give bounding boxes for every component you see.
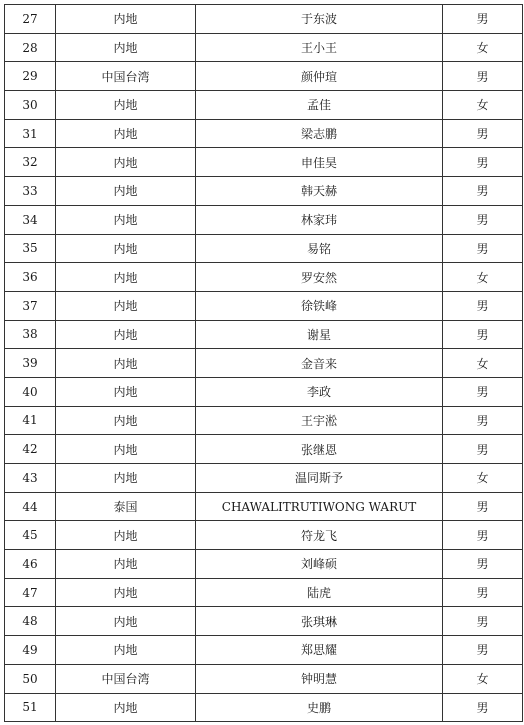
name-cell: 史鹏	[196, 693, 443, 722]
region-cell: 内地	[56, 205, 196, 234]
region-cell: 内地	[56, 578, 196, 607]
region-cell: 内地	[56, 148, 196, 177]
gender-cell: 男	[443, 377, 523, 406]
row-number-cell: 40	[5, 377, 56, 406]
table-row	[5, 5, 523, 34]
gender-cell: 男	[443, 205, 523, 234]
name-cell: 郑思耀	[196, 636, 443, 665]
row-number-cell: 28	[5, 33, 56, 62]
gender-cell: 男	[443, 406, 523, 435]
gender-cell: 男	[443, 578, 523, 607]
name-cell: 林家玮	[196, 205, 443, 234]
gender-cell: 男	[443, 492, 523, 521]
table-row	[5, 492, 523, 521]
gender-cell: 男	[443, 320, 523, 349]
gender-cell: 男	[443, 291, 523, 320]
table-row	[5, 349, 523, 378]
name-cell: 刘峰硕	[196, 550, 443, 579]
name-cell: 王宇淞	[196, 406, 443, 435]
table-row	[5, 148, 523, 177]
row-number-cell: 31	[5, 119, 56, 148]
row-number-cell: 32	[5, 148, 56, 177]
table-row	[5, 521, 523, 550]
gender-cell: 女	[443, 91, 523, 120]
table-row	[5, 578, 523, 607]
table-row	[5, 205, 523, 234]
table-row	[5, 464, 523, 493]
row-number-cell: 37	[5, 291, 56, 320]
table-row	[5, 406, 523, 435]
name-cell: 金音来	[196, 349, 443, 378]
name-cell: CHAWALITRUTIWONG WARUT	[196, 492, 443, 521]
name-cell: 易铭	[196, 234, 443, 263]
row-number-cell: 50	[5, 664, 56, 693]
name-cell: 梁志鹏	[196, 119, 443, 148]
roster-body	[5, 5, 523, 722]
region-cell: 内地	[56, 521, 196, 550]
gender-cell: 女	[443, 263, 523, 292]
name-cell: 符龙飞	[196, 521, 443, 550]
region-cell: 内地	[56, 693, 196, 722]
row-number-cell: 51	[5, 693, 56, 722]
name-cell: 张继恩	[196, 435, 443, 464]
table-row	[5, 550, 523, 579]
region-cell: 中国台湾	[56, 62, 196, 91]
row-number-cell: 27	[5, 5, 56, 34]
region-cell: 内地	[56, 119, 196, 148]
gender-cell: 男	[443, 62, 523, 91]
gender-cell: 男	[443, 148, 523, 177]
row-number-cell: 36	[5, 263, 56, 292]
gender-cell: 男	[443, 693, 523, 722]
row-number-cell: 38	[5, 320, 56, 349]
name-cell: 罗安然	[196, 263, 443, 292]
name-cell: 颜仲瑄	[196, 62, 443, 91]
row-number-cell: 46	[5, 550, 56, 579]
gender-cell: 女	[443, 464, 523, 493]
name-cell: 陆虎	[196, 578, 443, 607]
table-row	[5, 119, 523, 148]
row-number-cell: 30	[5, 91, 56, 120]
gender-cell: 男	[443, 234, 523, 263]
roster-table	[4, 4, 523, 722]
row-number-cell: 34	[5, 205, 56, 234]
gender-cell: 男	[443, 119, 523, 148]
gender-cell: 女	[443, 349, 523, 378]
region-cell: 内地	[56, 5, 196, 34]
region-cell: 泰国	[56, 492, 196, 521]
row-number-cell: 29	[5, 62, 56, 91]
name-cell: 韩天赫	[196, 177, 443, 206]
row-number-cell: 44	[5, 492, 56, 521]
row-number-cell: 41	[5, 406, 56, 435]
table-row	[5, 693, 523, 722]
table-row	[5, 435, 523, 464]
name-cell: 于东波	[196, 5, 443, 34]
row-number-cell: 45	[5, 521, 56, 550]
name-cell: 孟佳	[196, 91, 443, 120]
region-cell: 内地	[56, 320, 196, 349]
region-cell: 内地	[56, 607, 196, 636]
gender-cell: 男	[443, 607, 523, 636]
region-cell: 内地	[56, 234, 196, 263]
region-cell: 内地	[56, 636, 196, 665]
table-row	[5, 91, 523, 120]
table-row	[5, 320, 523, 349]
row-number-cell: 42	[5, 435, 56, 464]
region-cell: 内地	[56, 349, 196, 378]
row-number-cell: 49	[5, 636, 56, 665]
table-row	[5, 664, 523, 693]
region-cell: 内地	[56, 177, 196, 206]
region-cell: 内地	[56, 91, 196, 120]
gender-cell: 男	[443, 435, 523, 464]
name-cell: 王小王	[196, 33, 443, 62]
row-number-cell: 33	[5, 177, 56, 206]
table-row	[5, 263, 523, 292]
gender-cell: 男	[443, 636, 523, 665]
gender-cell: 男	[443, 177, 523, 206]
region-cell: 内地	[56, 464, 196, 493]
gender-cell: 女	[443, 33, 523, 62]
table-row	[5, 607, 523, 636]
row-number-cell: 48	[5, 607, 56, 636]
name-cell: 温同斯予	[196, 464, 443, 493]
table-row	[5, 177, 523, 206]
table-row	[5, 62, 523, 91]
gender-cell: 女	[443, 664, 523, 693]
name-cell: 谢星	[196, 320, 443, 349]
region-cell: 内地	[56, 435, 196, 464]
name-cell: 张琪琳	[196, 607, 443, 636]
gender-cell: 男	[443, 521, 523, 550]
row-number-cell: 43	[5, 464, 56, 493]
table-row	[5, 291, 523, 320]
gender-cell: 男	[443, 5, 523, 34]
region-cell: 内地	[56, 406, 196, 435]
gender-cell: 男	[443, 550, 523, 579]
table-row	[5, 636, 523, 665]
row-number-cell: 47	[5, 578, 56, 607]
region-cell: 中国台湾	[56, 664, 196, 693]
name-cell: 李政	[196, 377, 443, 406]
table-row	[5, 234, 523, 263]
row-number-cell: 35	[5, 234, 56, 263]
table-row	[5, 33, 523, 62]
name-cell: 申佳昊	[196, 148, 443, 177]
region-cell: 内地	[56, 550, 196, 579]
table-row	[5, 377, 523, 406]
name-cell: 钟明慧	[196, 664, 443, 693]
row-number-cell: 39	[5, 349, 56, 378]
region-cell: 内地	[56, 377, 196, 406]
name-cell: 徐铁峰	[196, 291, 443, 320]
region-cell: 内地	[56, 263, 196, 292]
region-cell: 内地	[56, 33, 196, 62]
region-cell: 内地	[56, 291, 196, 320]
